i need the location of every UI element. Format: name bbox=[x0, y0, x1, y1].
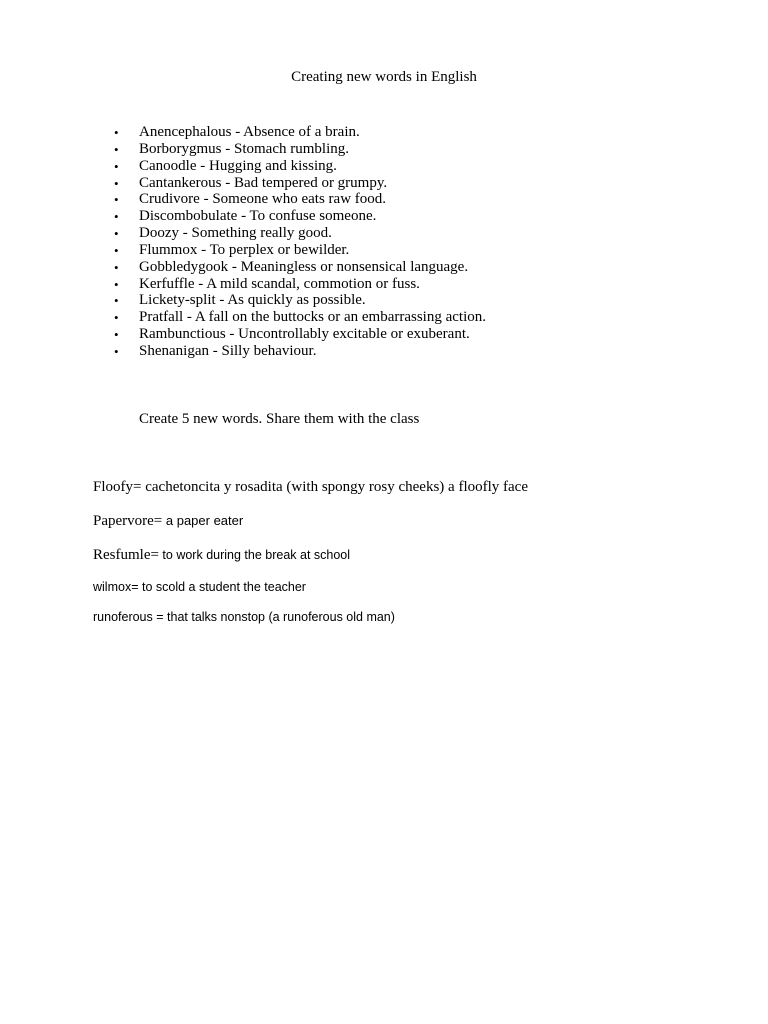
new-word-entry bbox=[93, 511, 243, 531]
bullet-icon: • bbox=[114, 226, 119, 242]
new-word-entry bbox=[93, 545, 350, 565]
list-item bbox=[111, 292, 486, 309]
new-word-term: runoferous = bbox=[93, 610, 164, 624]
list-item bbox=[111, 191, 486, 208]
list-item bbox=[111, 309, 486, 326]
instruction-text: Create 5 new words. Share them with the class bbox=[139, 411, 420, 427]
list-item bbox=[111, 259, 486, 276]
list-item-text: Cantankerous - Bad tempered or grumpy. bbox=[139, 174, 388, 191]
list-item-text: Borborygmus - Stomach rumbling. bbox=[139, 140, 349, 157]
new-word-definition: cachetoncita y rosadita (with spongy rosy cheeks) a floofly face bbox=[141, 479, 528, 495]
bullet-icon: • bbox=[114, 276, 119, 292]
list-item bbox=[111, 343, 486, 360]
list-item-text: Kerfuffle - A mild scandal, commotion or fuss. bbox=[139, 275, 420, 292]
new-word-definition: to work during the break at school bbox=[158, 548, 351, 562]
new-word-term: Papervore= bbox=[93, 513, 163, 529]
bullet-icon: • bbox=[114, 141, 119, 157]
list-item-text: Crudivore - Someone who eats raw food. bbox=[139, 191, 387, 208]
new-word-term: wilmox= bbox=[93, 580, 139, 594]
bullet-icon: • bbox=[114, 343, 119, 359]
bullet-icon: • bbox=[114, 175, 119, 191]
list-item-text: Flummox - To perplex or bewilder. bbox=[139, 241, 350, 258]
bullet-icon: • bbox=[114, 125, 119, 140]
list-item bbox=[111, 124, 486, 141]
bullet-icon: • bbox=[114, 158, 119, 174]
list-item-text: Shenanigan - Silly behaviour. bbox=[139, 342, 317, 359]
new-word-definition: a paper eater bbox=[162, 513, 244, 528]
bullet-icon: • bbox=[114, 242, 119, 258]
new-word-term: Resfumle= bbox=[93, 547, 159, 563]
bullet-icon: • bbox=[114, 310, 119, 326]
new-word-definition: that talks nonstop (a runoferous old man) bbox=[163, 610, 395, 624]
document-title: Creating new words in English bbox=[291, 69, 477, 85]
list-item-text: Pratfall - A fall on the buttocks or an embarrassing action. bbox=[139, 309, 486, 326]
list-item bbox=[111, 208, 486, 225]
new-word-term: Floofy= bbox=[93, 479, 142, 495]
new-word-definition: to scold a student the teacher bbox=[138, 580, 306, 594]
bullet-icon: • bbox=[114, 259, 119, 275]
list-item-text: Anencephalous - Absence of a brain. bbox=[139, 124, 360, 140]
word-list bbox=[111, 124, 486, 360]
bullet-icon: • bbox=[114, 209, 119, 225]
new-word-entry bbox=[93, 578, 306, 596]
new-word-entry bbox=[93, 608, 395, 626]
list-item bbox=[111, 141, 486, 158]
list-item bbox=[111, 158, 486, 175]
list-item-text: Rambunctious - Uncontrollably excitable or exuberant. bbox=[139, 326, 470, 343]
bullet-icon: • bbox=[114, 327, 119, 343]
list-item-text: Doozy - Something really good. bbox=[139, 225, 332, 242]
bullet-icon: • bbox=[114, 192, 119, 208]
list-item bbox=[111, 326, 486, 343]
list-item bbox=[111, 175, 486, 192]
list-item bbox=[111, 225, 486, 242]
list-item bbox=[111, 242, 486, 259]
list-item bbox=[111, 276, 486, 293]
list-item-text: Gobbledygook - Meaningless or nonsensical language. bbox=[139, 258, 469, 275]
bullet-icon: • bbox=[114, 293, 119, 309]
list-item-text: Discombobulate - To confuse someone. bbox=[139, 208, 377, 225]
list-item-text: Lickety-split - As quickly as possible. bbox=[139, 292, 366, 309]
list-item-text: Canoodle - Hugging and kissing. bbox=[139, 157, 337, 174]
new-word-entry bbox=[93, 477, 528, 497]
